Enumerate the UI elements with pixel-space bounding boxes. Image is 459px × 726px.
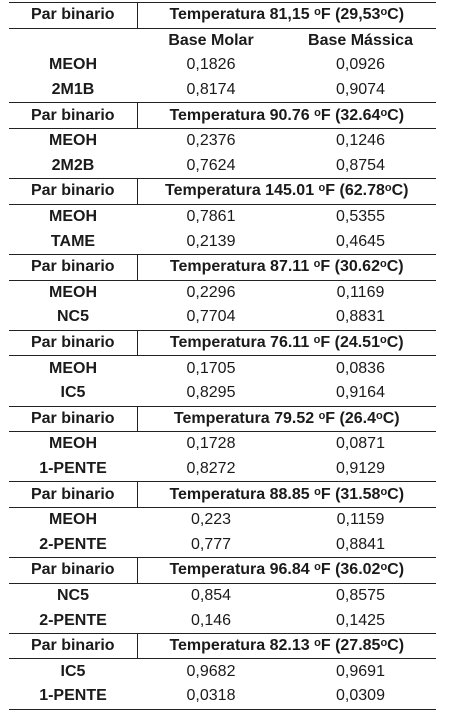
degree-symbol: o — [314, 6, 321, 19]
molar-fraction: 0,2376 — [186, 132, 236, 150]
pair-header-row — [9, 254, 436, 280]
table-row — [9, 305, 436, 330]
temperature-fahrenheit: Temperatura 90.76 — [169, 106, 315, 124]
table-row — [9, 154, 436, 179]
temperature-label — [137, 482, 436, 508]
temperature-label — [137, 633, 436, 659]
pair-header-row — [9, 103, 436, 129]
temperature-fahrenheit: Temperatura 87.11 — [169, 258, 314, 276]
temperature-celsius: F (29,53 — [320, 6, 381, 24]
component-name: IC5 — [60, 662, 86, 680]
pair-label: Par binario — [9, 179, 137, 205]
degree-symbol: o — [314, 485, 321, 498]
table-body — [9, 3, 436, 710]
temperature-label — [137, 330, 436, 356]
degree-symbol: o — [384, 182, 392, 195]
temperature-suffix: C) — [387, 561, 405, 579]
component-name: 2-PENTE — [39, 535, 107, 553]
pair-header-row — [9, 330, 436, 356]
temperature-label — [137, 254, 436, 280]
pair-header-row — [9, 558, 436, 584]
component-name: 2M2B — [51, 156, 95, 174]
table-row — [9, 659, 436, 684]
temperature-suffix: C) — [382, 409, 400, 427]
pair-header-row — [9, 406, 436, 432]
degree-symbol: o — [314, 561, 321, 574]
mass-fraction: 0,8575 — [336, 586, 385, 604]
component-name: 1-PENTE — [9, 684, 137, 709]
component-name: MEOH — [49, 56, 97, 74]
pair-header-row — [9, 179, 436, 205]
mass-fraction: 0,0926 — [336, 56, 385, 74]
table-row — [9, 583, 436, 608]
mass-fraction: 0,9691 — [336, 662, 385, 680]
component-name: MEOH — [49, 283, 97, 301]
molar-fraction: 0,1728 — [186, 435, 236, 453]
table-row — [9, 457, 436, 482]
temperature-suffix: C) — [386, 334, 404, 352]
molar-fraction: 0,7861 — [186, 208, 236, 226]
temperature-fahrenheit: Temperatura 96.84 — [169, 561, 315, 579]
degree-symbol: o — [379, 258, 387, 271]
temperature-celsius: F (62.78 — [325, 182, 385, 200]
temperature-fahrenheit: Temperatura 88.85 — [169, 485, 315, 503]
table-row — [9, 432, 436, 457]
molar-fraction: 0,1826 — [186, 56, 236, 74]
degree-symbol: o — [380, 561, 388, 574]
pair-label: Par binario — [9, 3, 137, 29]
binary-pair-table — [9, 2, 436, 710]
table-row — [9, 229, 436, 254]
temperature-label — [137, 179, 436, 205]
temperature-celsius: F (36.02 — [320, 561, 381, 579]
molar-basis-header: Base Molar — [168, 31, 254, 49]
temperature-celsius: F (27.85 — [320, 637, 381, 655]
temperature-fahrenheit: Temperatura 81,15 — [169, 6, 315, 24]
molar-fraction: 0,1705 — [186, 359, 236, 377]
temperature-celsius: F (24.51 — [320, 334, 380, 352]
molar-fraction: 0,7704 — [186, 308, 236, 326]
molar-fraction: 0,146 — [190, 611, 232, 629]
temperature-suffix: C) — [391, 182, 409, 200]
temperature-fahrenheit: Temperatura 145.01 — [164, 182, 319, 200]
table-row — [9, 356, 436, 381]
molar-fraction: 0,2296 — [186, 283, 236, 301]
degree-symbol: o — [318, 182, 326, 195]
molar-fraction: 0,777 — [190, 535, 232, 553]
temperature-celsius: F (30.62 — [320, 258, 380, 276]
temperature-suffix: C) — [387, 106, 405, 124]
pair-label: Par binario — [9, 103, 137, 129]
mass-fraction: 0,0836 — [336, 359, 385, 377]
molar-fraction: 0,8295 — [186, 384, 236, 402]
empty-cell — [9, 28, 137, 53]
degree-symbol: o — [314, 637, 321, 650]
component-name: MEOH — [49, 359, 97, 377]
table-row — [9, 532, 436, 557]
temperature-celsius: F (26.4 — [325, 409, 376, 427]
table-row — [9, 78, 436, 103]
molar-fraction: 0,223 — [190, 511, 232, 529]
degree-symbol: o — [380, 106, 388, 119]
molar-fraction: 0,9682 — [186, 662, 236, 680]
pair-label: Par binario — [9, 482, 137, 508]
basis-header-row — [9, 28, 436, 53]
temperature-label — [137, 558, 436, 584]
component-name: MEOH — [49, 511, 97, 529]
temperature-fahrenheit: Temperatura 82.13 — [169, 637, 315, 655]
mass-fraction: 0,8754 — [336, 156, 385, 174]
table-row — [9, 204, 436, 229]
mass-fraction: 0,9164 — [336, 384, 385, 402]
temperature-celsius: F (31.58 — [320, 485, 381, 503]
table-row — [9, 280, 436, 305]
mass-fraction: 0,1159 — [336, 511, 385, 529]
pair-label: Par binario — [9, 330, 137, 356]
degree-symbol: o — [380, 637, 388, 650]
mass-fraction: 0,9074 — [336, 81, 385, 99]
temperature-suffix: C) — [387, 6, 405, 24]
pair-header-row — [9, 3, 436, 29]
component-name: 1-PENTE — [39, 459, 107, 477]
temperature-fahrenheit: Temperatura 76.11 — [169, 334, 314, 352]
table-row — [9, 381, 436, 406]
degree-symbol: o — [375, 409, 383, 422]
component-name: NC5 — [56, 308, 89, 326]
mass-basis-header: Base Mássica — [308, 31, 413, 49]
temperature-fahrenheit: Temperatura 79.52 — [173, 409, 319, 427]
mass-fraction: 0,1169 — [336, 283, 385, 301]
degree-symbol: o — [313, 258, 321, 271]
degree-symbol: o — [380, 485, 388, 498]
molar-fraction: 0,854 — [190, 586, 232, 604]
component-name: MEOH — [49, 435, 97, 453]
pair-label: Par binario — [9, 558, 137, 584]
component-name: 2-PENTE — [39, 611, 107, 629]
mass-fraction: 0,1246 — [336, 132, 385, 150]
pair-header-row — [9, 633, 436, 659]
molar-fraction: 0,8174 — [186, 81, 236, 99]
mass-fraction: 0,0871 — [336, 435, 385, 453]
temperature-suffix: C) — [387, 485, 405, 503]
molar-fraction: 0,2139 — [186, 232, 236, 250]
mass-fraction: 0,4645 — [336, 232, 385, 250]
mass-fraction: 0,1425 — [336, 611, 385, 629]
degree-symbol: o — [318, 409, 326, 422]
table-row — [9, 608, 436, 633]
table-row — [9, 128, 436, 153]
temperature-suffix: C) — [387, 637, 405, 655]
degree-symbol: o — [313, 334, 321, 347]
composition-table — [9, 2, 436, 710]
mass-fraction: 0,0309 — [285, 684, 436, 709]
component-name: IC5 — [60, 384, 86, 402]
molar-fraction: 0,8272 — [186, 459, 236, 477]
component-name: TAME — [50, 232, 96, 250]
mass-fraction: 0,8831 — [336, 308, 385, 326]
mass-fraction: 0,9129 — [336, 459, 385, 477]
temperature-label — [137, 103, 436, 129]
table-row — [9, 507, 436, 532]
pair-label: Par binario — [9, 254, 137, 280]
pair-label: Par binario — [9, 406, 137, 432]
component-name: 2M1B — [51, 81, 95, 99]
degree-symbol: o — [380, 6, 388, 19]
temperature-label — [137, 406, 436, 432]
component-name: NC5 — [56, 586, 89, 604]
temperature-suffix: C) — [386, 258, 404, 276]
temperature-label — [137, 3, 436, 29]
degree-symbol: o — [314, 106, 321, 119]
temperature-celsius: F (32.64 — [320, 106, 381, 124]
component-name: MEOH — [49, 132, 97, 150]
mass-fraction: 0,8841 — [336, 535, 385, 553]
pair-header-row — [9, 482, 436, 508]
table-row — [9, 684, 436, 709]
degree-symbol: o — [379, 334, 387, 347]
table-row — [9, 53, 436, 78]
mass-fraction: 0,5355 — [336, 208, 385, 226]
molar-fraction: 0,0318 — [137, 684, 285, 709]
component-name: MEOH — [49, 208, 97, 226]
molar-fraction: 0,7624 — [186, 156, 236, 174]
pair-label: Par binario — [9, 633, 137, 659]
